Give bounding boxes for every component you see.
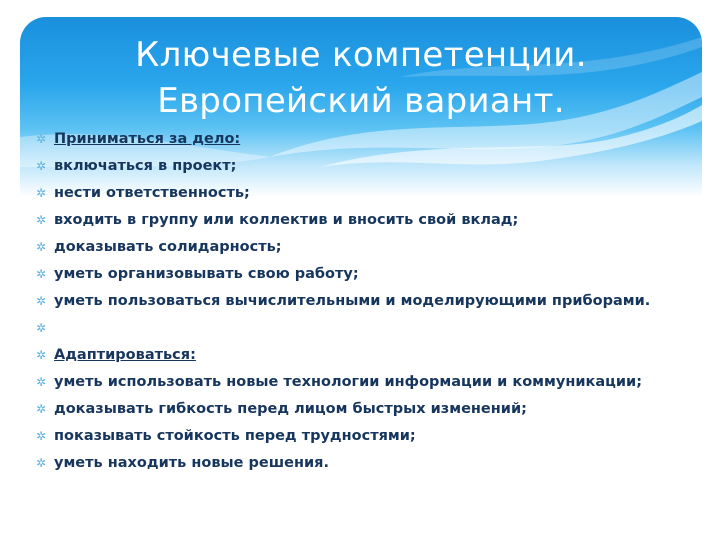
list-item-text: входить в группу или коллектив и вносить свой вклад; [54, 212, 519, 228]
bullet-star-icon: ✲ [36, 186, 47, 200]
bullet-star-icon: ✲ [36, 240, 47, 254]
list-item-text: Приниматься за дело: [54, 131, 241, 147]
list-item [36, 129, 686, 150]
bullet-star-icon: ✲ [36, 348, 47, 362]
list-item-text: уметь организовывать свою работу; [54, 266, 359, 282]
list-item [36, 183, 686, 204]
list-item-text: показывать стойкость перед трудностями; [54, 428, 416, 444]
list-item [36, 156, 686, 177]
list-item-text: доказывать солидарность; [54, 239, 282, 255]
list-item [36, 453, 686, 474]
slide-title [20, 32, 702, 124]
bullet-star-icon: ✲ [36, 429, 47, 443]
bullet-star-icon: ✲ [36, 267, 47, 281]
title-line-2: Европейский вариант. [157, 81, 565, 121]
list-item-text: включаться в проект; [54, 158, 237, 174]
list-item [36, 291, 686, 312]
list-item [36, 399, 686, 420]
title-line-1: Ключевые компетенции. [135, 35, 587, 75]
list-item-text: уметь находить новые решения. [54, 455, 329, 471]
list-item [36, 237, 686, 258]
list-item [36, 372, 686, 393]
list-item-text: доказывать гибкость перед лицом быстрых изменений; [54, 401, 527, 417]
competency-list [36, 129, 686, 480]
bullet-star-icon: ✲ [36, 321, 47, 335]
list-item [36, 210, 686, 231]
list-item [36, 345, 686, 366]
bullet-star-icon: ✲ [36, 294, 47, 308]
bullet-star-icon: ✲ [36, 132, 47, 146]
bullet-star-icon: ✲ [36, 456, 47, 470]
list-item [36, 318, 686, 339]
list-item-text: Адаптироваться: [54, 347, 196, 363]
list-item-text: нести ответственность; [54, 185, 250, 201]
list-item-text: уметь пользоваться вычислительными и моделирующими приборами. [54, 293, 651, 309]
bullet-star-icon: ✲ [36, 213, 47, 227]
bullet-star-icon: ✲ [36, 375, 47, 389]
bullet-star-icon: ✲ [36, 159, 47, 173]
list-item [36, 264, 686, 285]
list-item [36, 426, 686, 447]
list-item-text: уметь использовать новые технологии информации и коммуникации; [54, 374, 642, 390]
bullet-star-icon: ✲ [36, 402, 47, 416]
